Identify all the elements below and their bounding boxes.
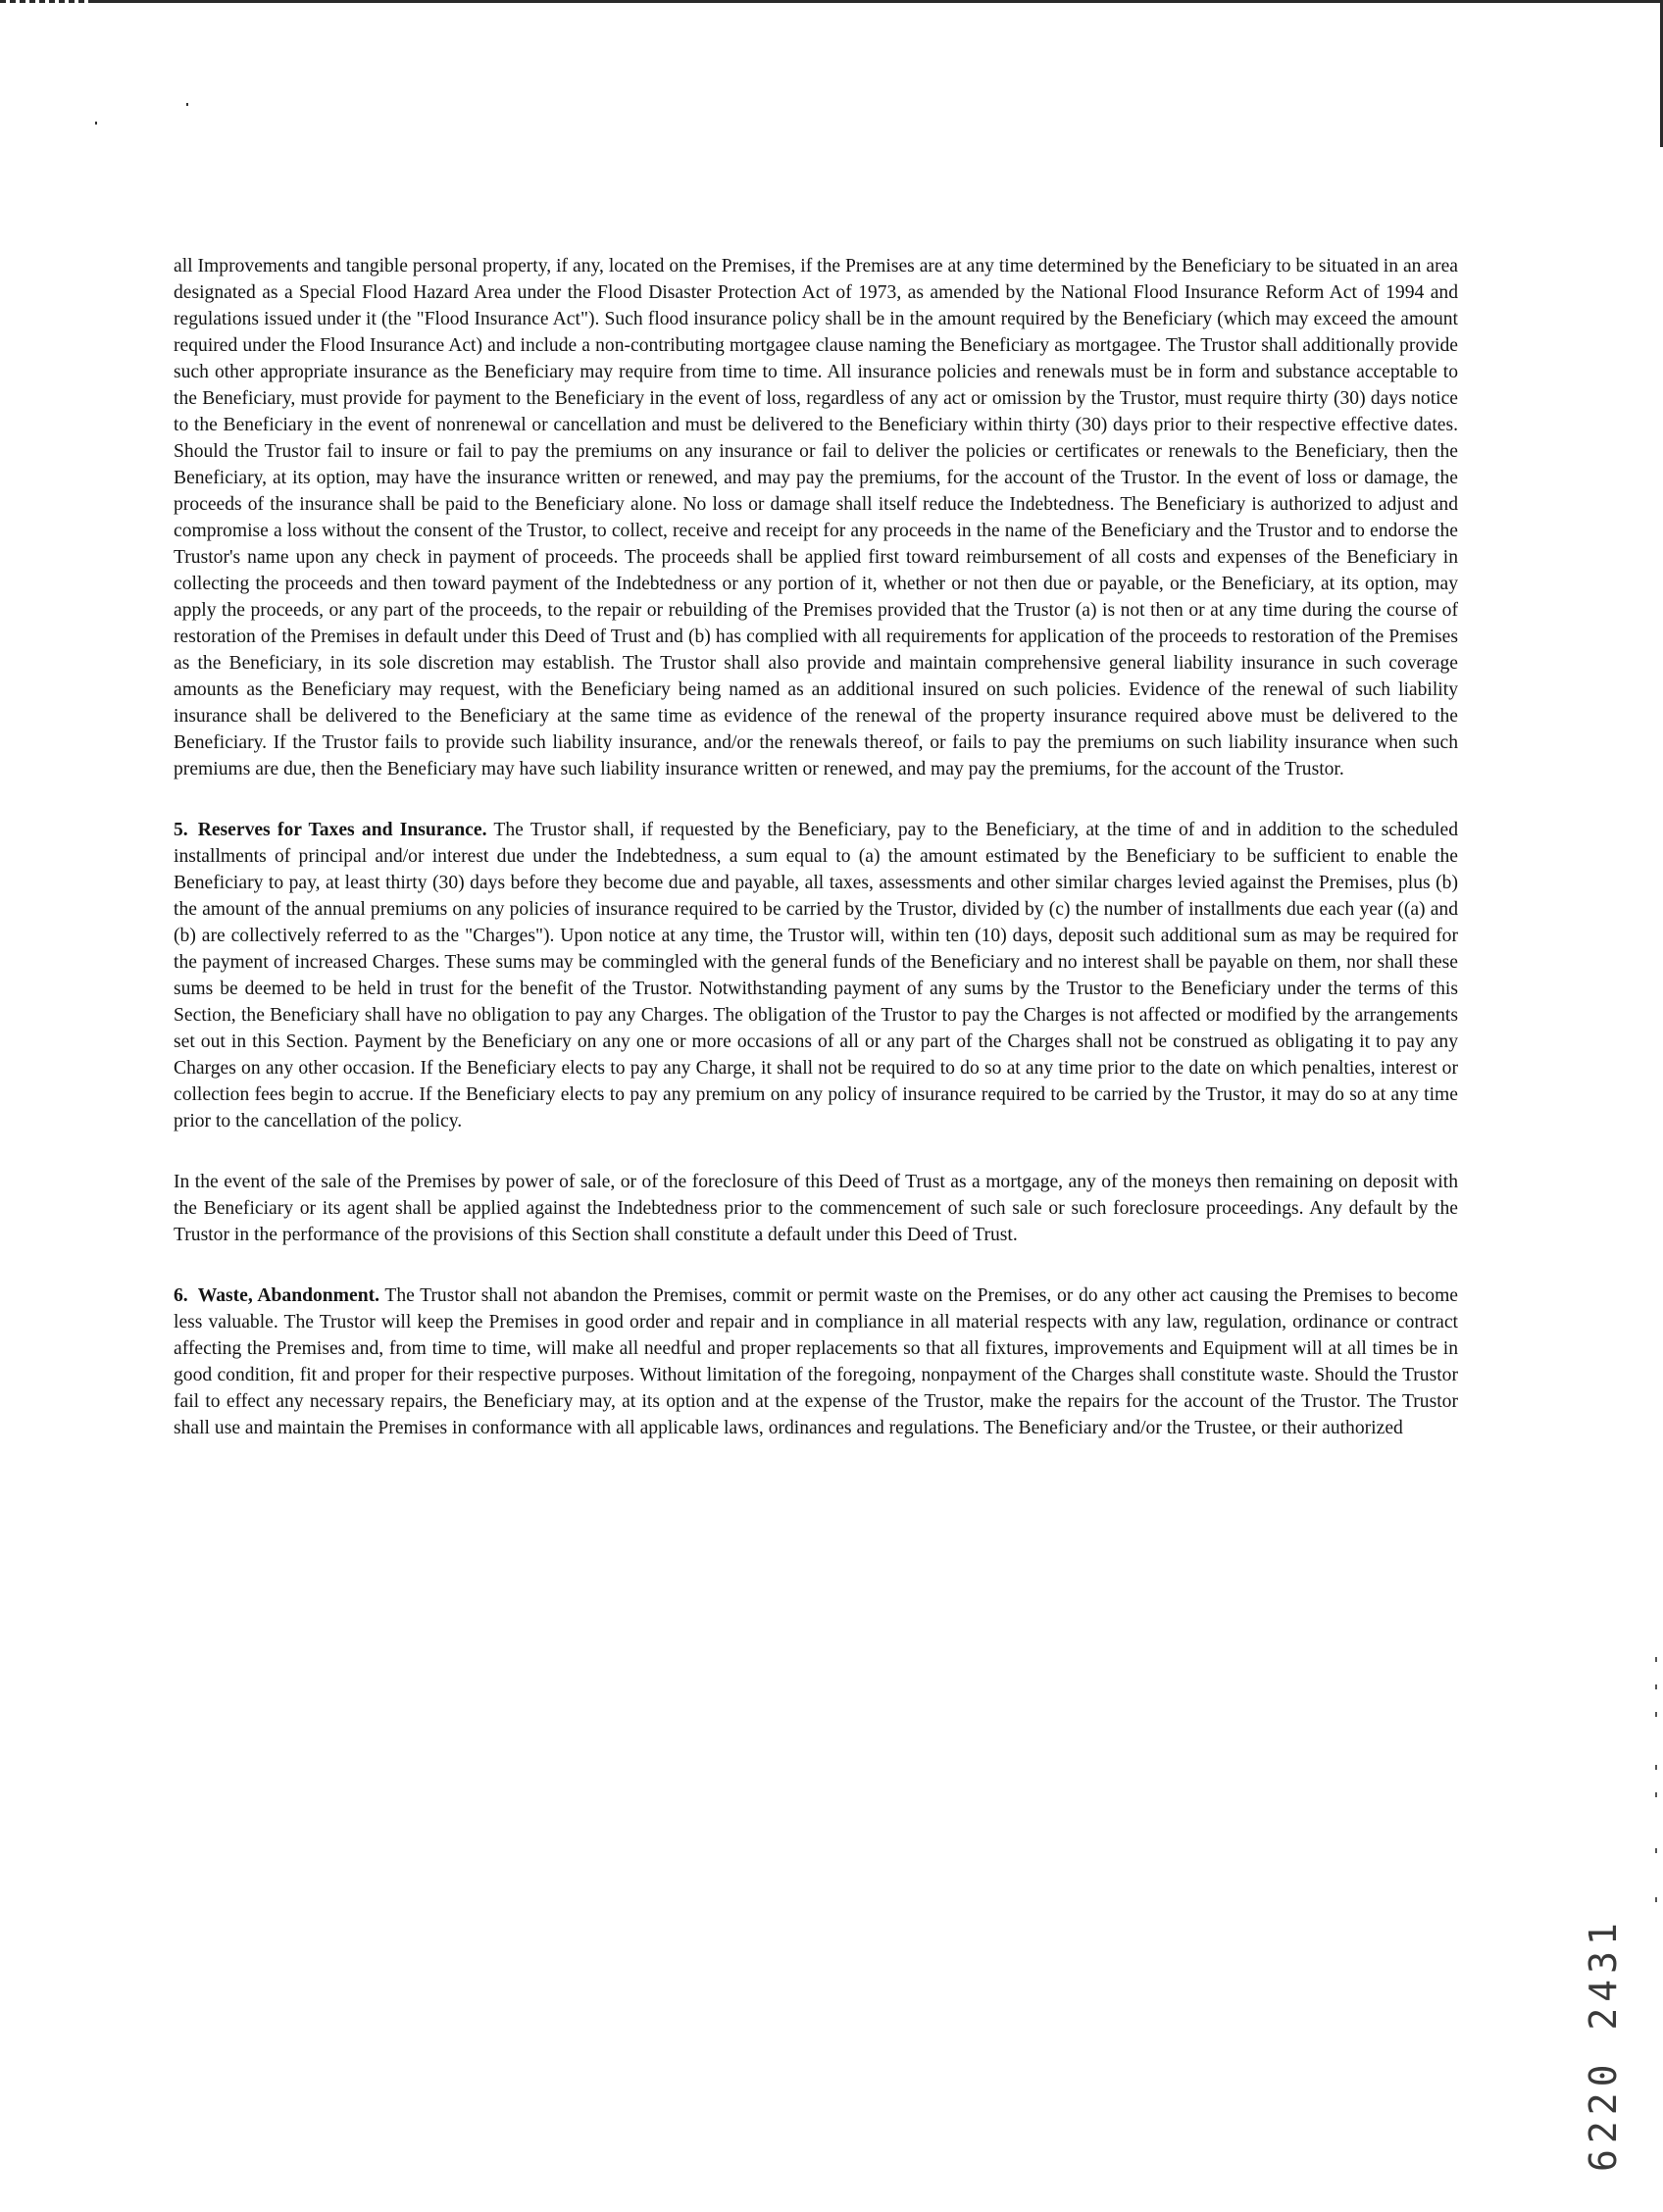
scan-top-border bbox=[0, 0, 1663, 3]
section-number: 5. bbox=[174, 820, 188, 840]
document-body bbox=[174, 253, 1458, 1441]
margin-tick bbox=[1655, 1684, 1657, 1689]
section-number: 6. bbox=[174, 1285, 188, 1306]
paragraph-sale-of-premises bbox=[174, 1169, 1458, 1248]
scan-speck bbox=[186, 103, 188, 106]
margin-tick bbox=[1655, 1657, 1657, 1662]
margin-tick bbox=[1655, 1792, 1657, 1797]
scan-top-border-dashes bbox=[0, 0, 88, 3]
section-5-reserves bbox=[174, 817, 1458, 1134]
section-6-waste bbox=[174, 1282, 1458, 1441]
recording-number-stamp bbox=[1582, 1515, 1625, 2172]
margin-tick bbox=[1655, 1765, 1657, 1770]
section-heading: Reserves for Taxes and Insurance. bbox=[197, 820, 487, 840]
paragraph-text: In the event of the sale of the Premises by power of sale, or of the foreclosure of this Deed of Trust as a mortgage, any of the moneys then remaining on deposit with the Beneficiary or its agent shall be applied against the Indebtedness prior to the commencement of such sale or such foreclosure proceedings. Any default by the Trustor in the performance of the provisions of this Section shall constitute a default under this Deed of Trust. bbox=[174, 1172, 1458, 1245]
margin-tick bbox=[1655, 1848, 1657, 1853]
margin-tick bbox=[1655, 1712, 1657, 1717]
section-heading: Waste, Abandonment. bbox=[197, 1285, 380, 1306]
paragraph-insurance-continued bbox=[174, 253, 1458, 782]
scan-speck bbox=[95, 122, 97, 125]
paragraph-text: The Trustor shall, if requested by the Beneficiary, pay to the Beneficiary, at the time of and in addition to the scheduled installments of principal and/or interest due under the Indebtedness, a sum equal to (a) the amount estimated by the Beneficiary to be sufficient to enable the Beneficiary to pay, at least thirty (30) days before they become due and payable, all taxes, assessments and other similar charges levied against the Premises, plus (b) the amount of the annual premiums on any policies of insurance required to be carried by the Trustor, divided by (c) the number of installments due each year ((a) and (b) are collectively referred to as the "Charges"). Upon notice at any time, the Trustor will, within ten (10) days, deposit such additional sum as may be required for the payment of increased Charges. These sums may be commingled with the general funds of the Beneficiary and no interest shall be payable on them, nor shall these sums be deemed to be held in trust for the benefit of the Trustor. Notwithstanding payment of any sums by the Trustor to the Beneficiary under the terms of this Section, the Beneficiary shall have no obligation to pay any Charges. The obligation of the Trustor to pay the Charges is not affected or modified by the arrangements set out in this Section. Payment by the Beneficiary on any one or more occasions of all or any part of the Charges shall not be construed as obligating it to pay any Charges on any other occasion. If the Beneficiary elects to pay any Charge, it shall not be required to do so at any time prior to the date on which penalties, interest or collection fees begin to accrue. If the Beneficiary elects to pay any premium on any policy of insurance required to be carried by the Trustor, it may do so at any time prior to the cancellation of the policy. bbox=[174, 820, 1458, 1131]
margin-tick bbox=[1655, 1897, 1657, 1902]
paragraph-text: The Trustor shall not abandon the Premises, commit or permit waste on the Premises, or do any other act causing the Premises to become less valuable. The Trustor will keep the Premises in good order and repair and in compliance in all material respects with any law, regulation, ordinance or contract affecting the Premises and, from time to time, will make all needful and proper replacements so that all fixtures, improvements and Equipment will at all times be in good condition, fit and proper for their respective purposes. Without limitation of the foregoing, nonpayment of the Charges shall constitute waste. Should the Trustor fail to effect any necessary repairs, the Beneficiary may, at its option and at the expense of the Trustor, make the repairs for the account of the Trustor. The Trustor shall use and maintain the Premises in conformance with all applicable laws, ordinances and regulations. The Beneficiary and/or the Trustee, or their authorized bbox=[174, 1285, 1459, 1438]
paragraph-text: all Improvements and tangible personal property, if any, located on the Premises, if the Premises are at any time determined by the Beneficiary to be situated in an area designated as a Special Flood Hazard Area under the Flood Disaster Protection Act of 1973, as amended by the National Flood Insurance Reform Act of 1994 and regulations issued under it (the "Flood Insurance Act"). Such flood insurance policy shall be in the amount required by the Beneficiary (which may exceed the amount required under the Flood Insurance Act) and include a non-contributing mortgagee clause naming the Beneficiary as mortgagee. The Trustor shall additionally provide such other appropriate insurance as the Beneficiary may require from time to time. All insurance policies and renewals must be in form and substance acceptable to the Beneficiary, must provide for payment to the Beneficiary in the event of loss, regardless of any act or omission by the Trustor, must require thirty (30) days notice to the Beneficiary in the event of nonrenewal or cancellation and must be delivered to the Beneficiary within thirty (30) days prior to their respective effective dates. Should the Trustor fail to insure or fail to pay the premiums on any insurance or fail to deliver the policies or certificates or renewals to the Beneficiary, then the Beneficiary, at its option, may have the insurance written or renewed, and may pay the premiums, for the account of the Trustor. In the event of loss or damage, the proceeds of the insurance shall be paid to the Beneficiary alone. No loss or damage shall itself reduce the Indebtedness. The Beneficiary is authorized to adjust and compromise a loss without the consent of the Trustor, to collect, receive and receipt for any proceeds in the name of the Beneficiary and the Trustor and to endorse the Trustor's name upon any check in payment of proceeds. The proceeds shall be applied first toward reimbursement of all costs and expenses of the Beneficiary in collecting the proceeds and then toward payment of the Indebtedness or any portion of it, whether or not then due or payable, or the Beneficiary, at its option, may apply the proceeds, or any part of the proceeds, to the repair or rebuilding of the Premises provided that the Trustor (a) is not then or at any time during the course of restoration of the Premises in default under this Deed of Trust and (b) has complied with all requirements for application of the proceeds to restoration of the Premises as the Beneficiary, in its sole discretion may establish. The Trustor shall also provide and maintain comprehensive general liability insurance in such coverage amounts as the Beneficiary may request, with the Beneficiary being named as an additional insured on such policies. Evidence of the renewal of such liability insurance shall be delivered to the Beneficiary at the same time as evidence of the renewal of the property insurance required above must be delivered to the Beneficiary. If the Trustor fails to provide such liability insurance, and/or the renewals thereof, or fails to pay the premiums on such liability insurance when such premiums are due, then the Beneficiary may have such liability insurance written or renewed, and may pay the premiums, for the account of the Trustor. bbox=[174, 256, 1458, 779]
recording-number: 6220 2431 bbox=[1582, 1917, 1625, 2172]
